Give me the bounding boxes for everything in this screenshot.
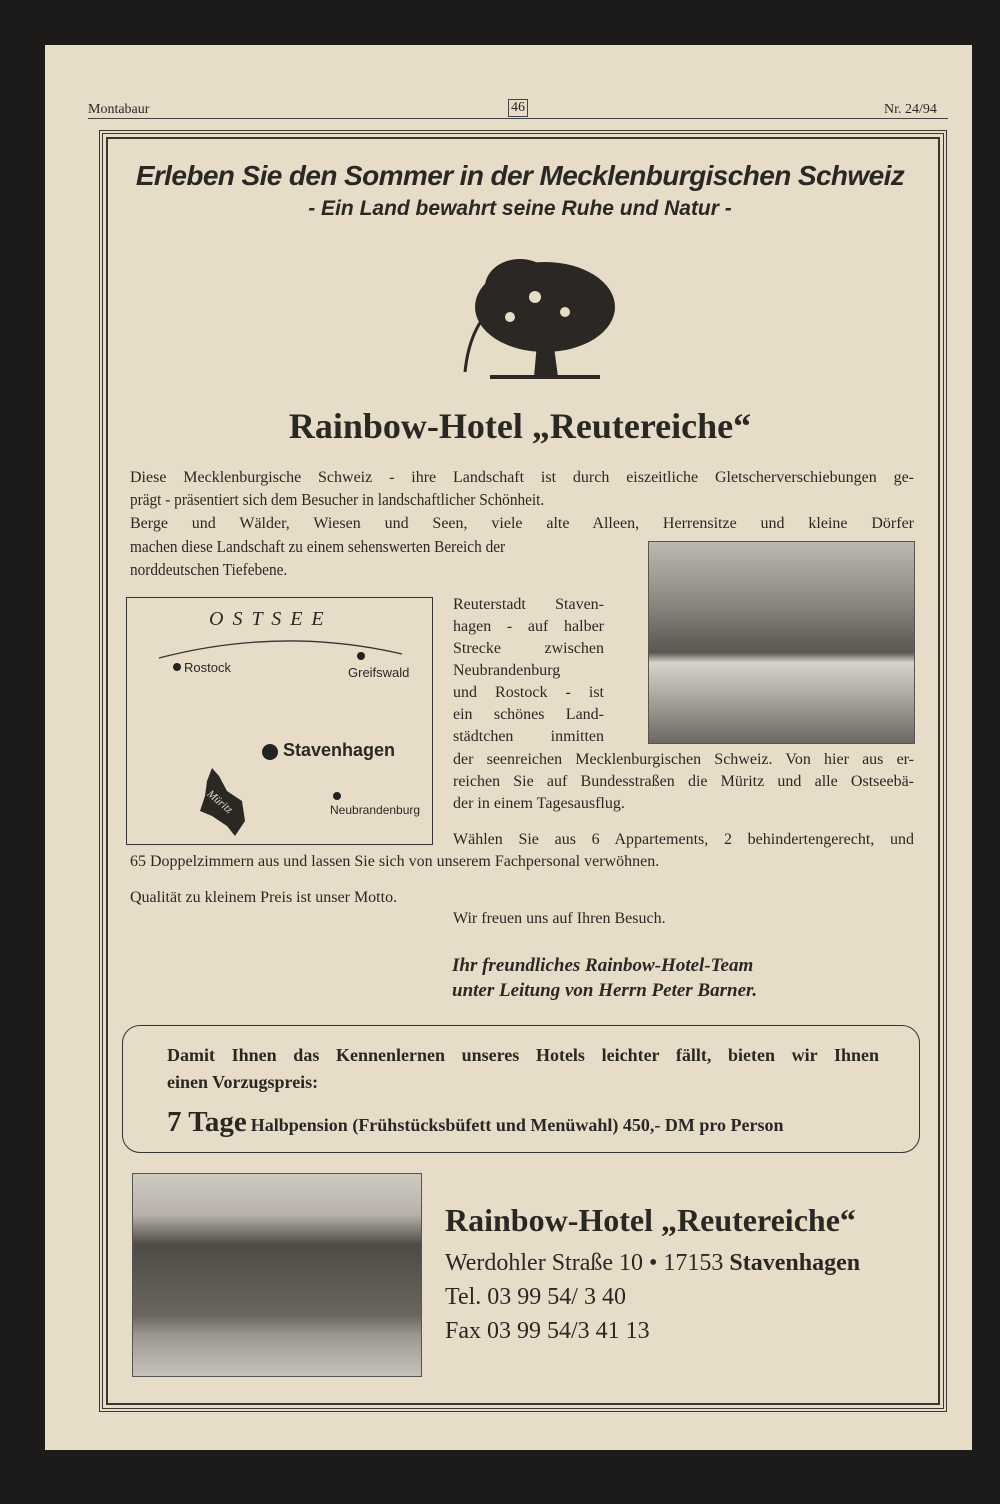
welcome-text: Wir freuen uns auf Ihren Besuch. <box>453 910 666 927</box>
lake-label: Müritz <box>204 787 235 817</box>
city-label: Neubrandenburg <box>330 803 421 817</box>
city-label: Stavenhagen <box>283 740 396 760</box>
text-line: Neubrandenburg <box>453 662 561 679</box>
header-town: Montabaur <box>88 102 150 117</box>
signature <box>452 953 757 1003</box>
header-rule <box>88 118 948 119</box>
page-number: 46 <box>508 99 528 117</box>
issue-number: Nr. 24/94 <box>884 102 937 117</box>
signature-line: unter Leitung von Herrn Peter Barner. <box>452 980 758 1001</box>
contact-city: Stavenhagen <box>729 1250 861 1276</box>
text-line: Wählen Sie aus 6 Appartements, 2 behindertengerecht, und <box>453 831 914 848</box>
contact-hotel-name: Rainbow-Hotel „Reutereiche“ <box>445 1202 856 1238</box>
intro-line: Diese Mecklenburgische Schweiz - ihre Landschaft ist durch eiszeitliche Gletscherverschiebungen ge- <box>130 469 914 486</box>
offer-text <box>167 1042 879 1096</box>
city-dot <box>357 652 365 660</box>
contact-street: Werdohler Straße 10 • 17153 <box>445 1250 730 1276</box>
headline: Erleben Sie den Sommer in der Mecklenburgischen Schweiz <box>135 160 905 191</box>
column-text <box>453 594 604 748</box>
text-line: der seenreichen Mecklenburgischen Schweiz. Von hier aus er- <box>453 751 914 768</box>
offer-box <box>122 1025 920 1153</box>
signature-line: Ihr freundliches Rainbow-Hotel-Team <box>452 955 754 976</box>
text-line: und Rostock - ist <box>453 684 604 701</box>
contact-block <box>445 1198 860 1348</box>
intro-line: Berge und Wälder, Wiesen und Seen, viele alte Alleen, Herrensitze und kleine Dörfer <box>130 515 914 532</box>
contact-phone: Tel. 03 99 54/ 3 40 <box>445 1284 626 1310</box>
city-label: Greifswald <box>348 665 410 680</box>
text-line: hagen - auf halber <box>453 618 604 635</box>
hotel-title: Rainbow-Hotel „Reutereiche“ <box>288 406 752 446</box>
contact-fax: Fax 03 99 54/3 41 13 <box>445 1318 650 1344</box>
offer-line: Damit Ihnen das Kennenlernen unseres Hotels leichter fällt, bieten wir Ihnen <box>167 1045 879 1065</box>
intro-line: norddeutschen Tiefebene. <box>130 560 288 579</box>
text-line: Reuterstadt Staven- <box>453 596 604 613</box>
location-map <box>126 597 433 845</box>
intro-line: machen diese Landschaft zu einem sehenswerten Bereich der <box>130 537 506 556</box>
city-dot <box>262 744 278 760</box>
text-line: ein schönes Land- <box>453 706 604 723</box>
offer-line: einen Vorzugspreis: <box>167 1072 319 1092</box>
city-label: Rostock <box>184 660 231 675</box>
wide-text <box>453 749 914 815</box>
hotel-building-photo <box>132 1173 422 1377</box>
text-line: Strecke zwischen <box>453 640 604 657</box>
text-line: der in einem Tagesausflug. <box>453 795 625 812</box>
text-line: städtchen inmitten <box>453 728 604 745</box>
offer-details: Halbpension (Frühstücksbüfett und Menüwahl) 450,- DM pro Person <box>250 1115 784 1135</box>
intro-line: prägt - präsentiert sich dem Besucher in landschaftlicher Schönheit. <box>130 490 545 509</box>
motto: Qualität zu kleinem Preis ist unser Motto. <box>130 889 398 906</box>
text-line: reichen Sie auf Bundesstraßen die Müritz und alle Ostseebä- <box>453 773 914 790</box>
offer-days: 7 Tage <box>167 1106 247 1138</box>
map-sea-label: O S T S E E <box>209 608 326 630</box>
oak-tree-logo <box>460 252 620 387</box>
city-dot <box>333 792 341 800</box>
coastline <box>157 636 407 661</box>
restaurant-photo <box>648 541 915 744</box>
city-dot <box>173 663 181 671</box>
offer-price <box>167 1106 784 1139</box>
text-line: 65 Doppelzimmern aus und lassen Sie sich von unserem Fachpersonal verwöhnen. <box>130 853 660 870</box>
subheadline: - Ein Land bewahrt seine Ruhe und Natur - <box>308 197 732 220</box>
